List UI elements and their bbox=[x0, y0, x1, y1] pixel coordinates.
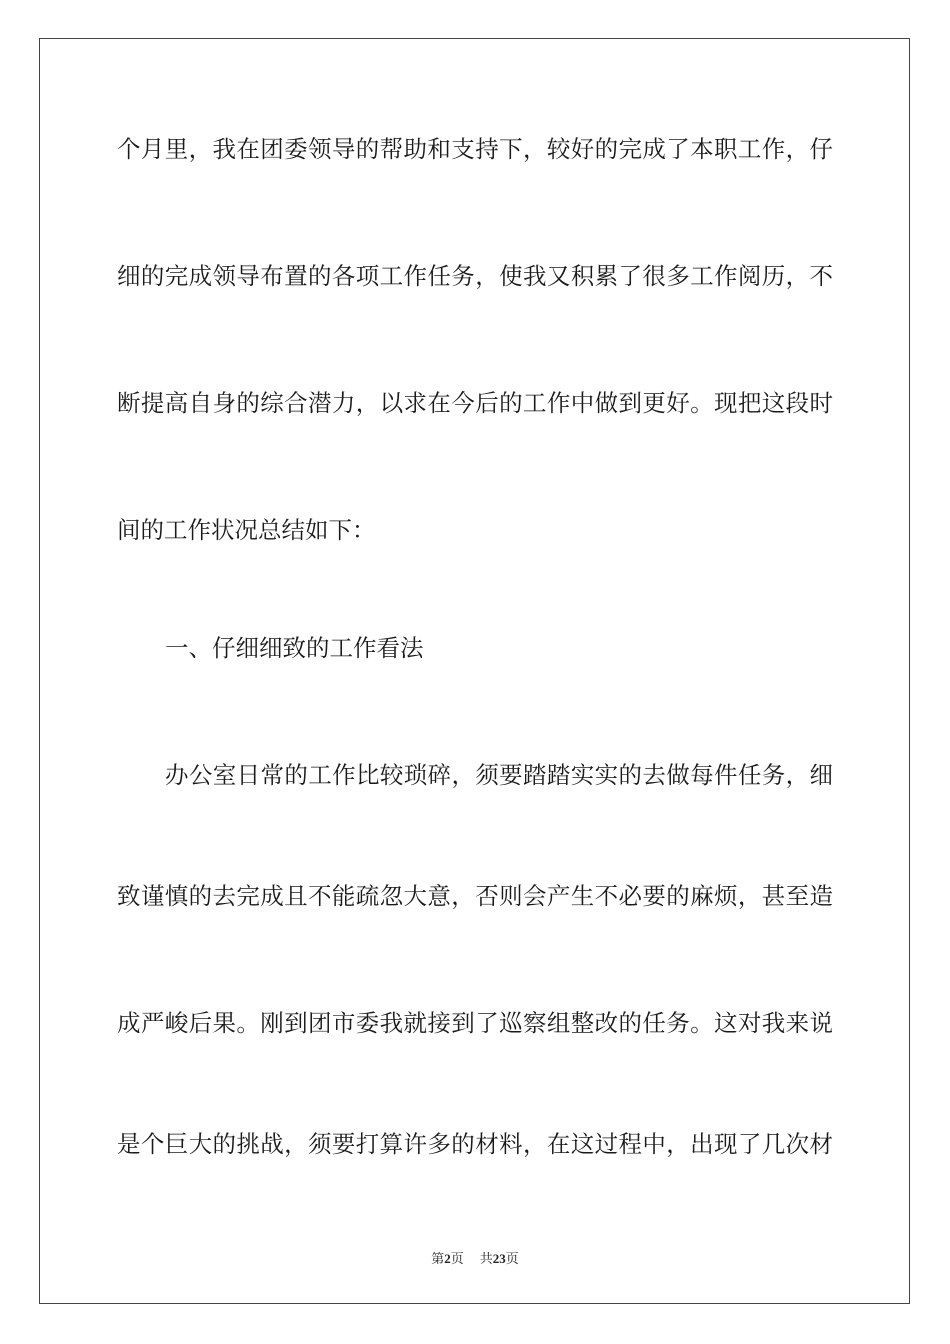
page-footer bbox=[0, 1248, 950, 1267]
total-prefix: 共 bbox=[479, 1251, 493, 1266]
page-prefix: 第 bbox=[431, 1251, 445, 1266]
body-text-line: 成严峻后果。刚到团市委我就接到了巡察组整改的任务。这对我来说 bbox=[117, 1009, 833, 1037]
body-text-line: 间的工作状况总结如下： bbox=[117, 516, 376, 544]
body-text-line: 个月里，我在团委领导的帮助和支持下，较好的完成了本职工作，仔 bbox=[117, 135, 833, 163]
body-text-line: 致谨慎的去完成且不能疏忽大意，否则会产生不必要的麻烦，甚至造 bbox=[117, 882, 833, 910]
total-suffix: 页 bbox=[505, 1251, 519, 1266]
section-heading: 一、仔细细致的工作看法 bbox=[165, 634, 424, 662]
page-border bbox=[39, 38, 910, 1304]
page-number: 2 bbox=[444, 1251, 451, 1266]
body-text-line: 断提高自身的综合潜力，以求在今后的工作中做到更好。现把这段时 bbox=[117, 389, 833, 417]
total-pages: 23 bbox=[492, 1251, 506, 1266]
body-text-line: 细的完成领导布置的各项工作任务，使我又积累了很多工作阅历，不 bbox=[117, 262, 833, 290]
body-text-line: 是个巨大的挑战，须要打算许多的材料，在这过程中，出现了几次材 bbox=[117, 1130, 833, 1158]
page-suffix: 页 bbox=[450, 1251, 464, 1266]
body-text-line: 办公室日常的工作比较琐碎，须要踏踏实实的去做每件任务，细 bbox=[165, 761, 833, 789]
